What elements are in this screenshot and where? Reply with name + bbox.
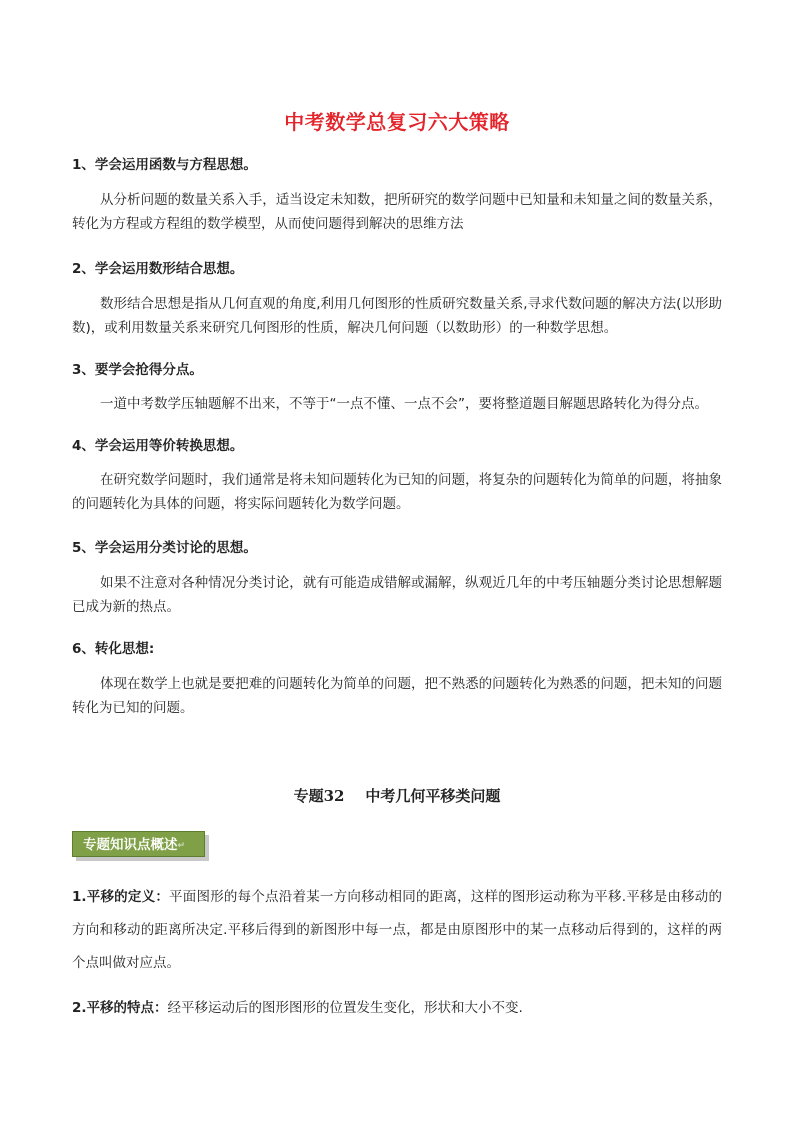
- section-heading-1: 1、学会运用函数与方程思想。: [72, 157, 257, 173]
- section-body-3: 一道中考数学压轴题解不出来，不等于“一点不懂、一点不会”，要将整道题目解题思路转化为得分点。: [100, 396, 708, 412]
- knowledge-overview-badge: [72, 831, 212, 863]
- section-heading-2: 2、学会运用数形结合思想。: [72, 261, 244, 277]
- section-body-5: 如果不注意对各种情况分类讨论，就有可能造成错解或漏解，纵观近几年的中考压轴题分类讨论思想解题已成为新的热点。: [72, 575, 722, 615]
- definition-label: 2.平移的特点：: [72, 1000, 168, 1016]
- paragraph-mark-icon: ↵: [177, 841, 186, 851]
- definition-1: [72, 881, 722, 980]
- section-body-2: 数形结合思想是指从几何直观的角度,利用几何图形的性质研究数量关系,寻求代数问题的解决方法(以形助数)，或利用数量关系来研究几何图形的性质，解决几何问题（以数助形）的一种数学思想。: [72, 296, 722, 336]
- section-heading-3: 3、要学会抢得分点。: [72, 362, 203, 378]
- section-heading-6: 6、转化思想:: [72, 641, 155, 657]
- definition-text: 经平移运动后的图形图形的位置发生变化，形状和大小不变.: [167, 1000, 523, 1016]
- section-body-1: 从分析问题的数量关系入手，适当设定未知数，把所研究的数学问题中已知量和未知量之间的数量关系，转化为方程或方程组的数学模型，从而使问题得到解决的思维方法: [72, 192, 722, 232]
- section-heading-5: 5、学会运用分类讨论的思想。: [72, 540, 257, 556]
- topic-subtitle: 专题32 中考几何平移类问题: [293, 787, 501, 805]
- page-title: 中考数学总复习六大策略: [284, 110, 510, 134]
- definition-label: 1.平移的定义：: [72, 889, 170, 905]
- definition-text: 平面图形的每个点沿着某一方向移动相同的距离，这样的图形运动称为平移.平移是由移动的方向和移动的距离所决定.平移后得到的新图形中每一点，都是由原图形中的某一点移动后得到的，这样的两个点叫做对应点。: [72, 889, 722, 971]
- definition-2: [72, 992, 722, 1025]
- section-body-4: 在研究数学问题时，我们通常是将未知问题转化为已知的问题，将复杂的问题转化为简单的问题，将抽象的问题转化为具体的问题，将实际问题转化为数学问题。: [72, 472, 722, 512]
- section-heading-4: 4、学会运用等价转换思想。: [72, 438, 244, 454]
- section-body-6: 体现在数学上也就是要把难的问题转化为简单的问题，把不熟悉的问题转化为熟悉的问题，把未知的问题转化为已知的问题。: [72, 676, 722, 716]
- badge-box: [72, 831, 205, 857]
- badge-label: 专题知识点概述: [83, 837, 178, 853]
